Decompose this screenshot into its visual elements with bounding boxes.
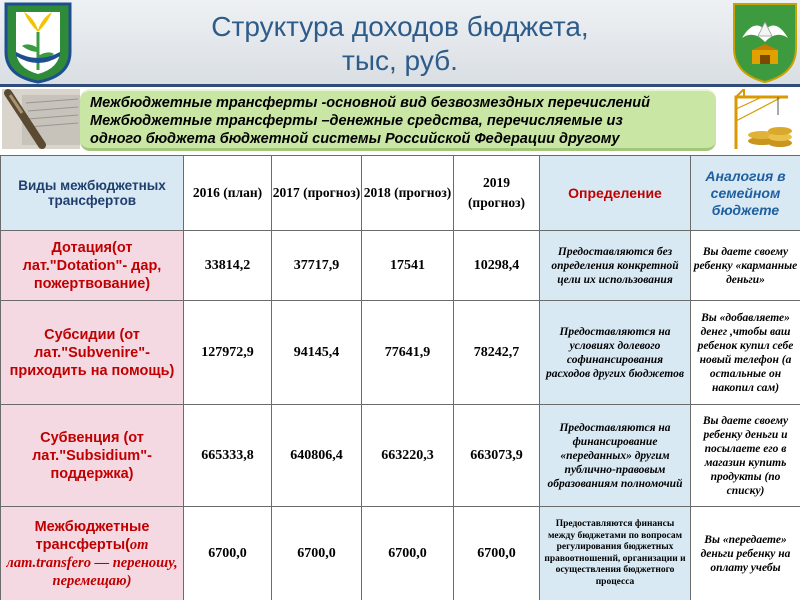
definition-text: Предоставляются на условиях долевого софинансирования расходов других бюджетов xyxy=(540,301,691,405)
value-2018: 77641,9 xyxy=(362,301,454,405)
value-2018: 663220,3 xyxy=(362,405,454,507)
value-2016: 665333,8 xyxy=(184,405,272,507)
analogy-text: Вы «добавляете» денег ,чтобы ваш ребенок купил себе новый телефон (а остальные он накопил сам) xyxy=(691,301,800,405)
title-line-2: тыс, руб. xyxy=(342,45,458,76)
value-2016: 127972,9 xyxy=(184,301,272,405)
header-divider xyxy=(0,84,800,87)
column-header-2017: 2017 (прогноз) xyxy=(272,156,362,231)
definition-text: Предоставляются на финансирование «переданных» другим публично-правовым образованиям полномочий xyxy=(540,405,691,507)
value-2019: 78242,7 xyxy=(454,301,540,405)
value-2019: 663073,9 xyxy=(454,405,540,507)
value-2019: 6700,0 xyxy=(454,507,540,600)
banner-line-2: Межбюджетные трансферты –денежные средства, перечисляемые из xyxy=(90,113,623,129)
definition-text: Предоставляются без определения конкретной цели их использования xyxy=(540,231,691,301)
column-header-2018: 2018 (прогноз) xyxy=(362,156,454,231)
value-2017: 6700,0 xyxy=(272,507,362,600)
definition-text: Предоставляются финансы между бюджетами по вопросам регулирования бюджетных правоотношений, организации и осуществления бюджетного процесса xyxy=(540,507,691,600)
value-2017: 94145,4 xyxy=(272,301,362,405)
transfer-type-name: Субвенция (от лат."Subsidium"- поддержка) xyxy=(1,405,184,507)
value-2019: 10298,4 xyxy=(454,231,540,301)
value-2017: 37717,9 xyxy=(272,231,362,301)
column-header-types: Виды межбюджетных трансфертов xyxy=(1,156,184,231)
value-2016: 33814,2 xyxy=(184,231,272,301)
value-2017: 640806,4 xyxy=(272,405,362,507)
crane-and-coins-image xyxy=(722,89,798,151)
transfer-type-name: Субсидии (от лат."Subvenire"- приходить на помощь) xyxy=(1,301,184,405)
transfer-type-name: Межбюджетные трансферты(от лат.transfero — переношу, перемещаю) xyxy=(1,507,184,600)
analogy-text: Вы даете своему ребенку деньги и посылаете его в магазин купить продукты (по списку) xyxy=(691,405,800,507)
value-2018: 6700,0 xyxy=(362,507,454,600)
table-row xyxy=(1,405,800,507)
table-row xyxy=(1,231,800,301)
city-coat-of-arms-icon xyxy=(730,0,800,84)
page-title xyxy=(80,10,720,78)
district-coat-of-arms-icon xyxy=(2,2,74,84)
analogy-text: Вы «передаете» деньги ребенку на оплату учебы xyxy=(691,507,800,600)
value-2016: 6700,0 xyxy=(184,507,272,600)
column-header-2019: 2019 (прогноз) xyxy=(454,156,540,231)
analogy-text: Вы даете своему ребенку «карманные деньги» xyxy=(691,231,800,301)
pen-and-banknotes-image xyxy=(2,89,80,149)
table-row xyxy=(1,301,800,405)
transfers-table xyxy=(0,155,800,600)
transfer-type-name: Дотация(от лат."Dotation"- дар, пожертвование) xyxy=(1,231,184,301)
table-row xyxy=(1,507,800,600)
column-header-analogy: Аналогия в семейном бюджете xyxy=(691,156,800,231)
banner-line-3: одного бюджета бюджетной системы Российской Федерации другому xyxy=(90,131,620,147)
table-header-row xyxy=(1,156,800,231)
banner-line-1: Межбюджетные трансферты -основной вид безвозмездных перечислений xyxy=(90,95,651,111)
value-2018: 17541 xyxy=(362,231,454,301)
column-header-2016: 2016 (план) xyxy=(184,156,272,231)
title-line-1: Структура доходов бюджета, xyxy=(211,11,589,42)
column-header-definition: Определение xyxy=(540,156,691,231)
definition-banner xyxy=(80,89,716,151)
